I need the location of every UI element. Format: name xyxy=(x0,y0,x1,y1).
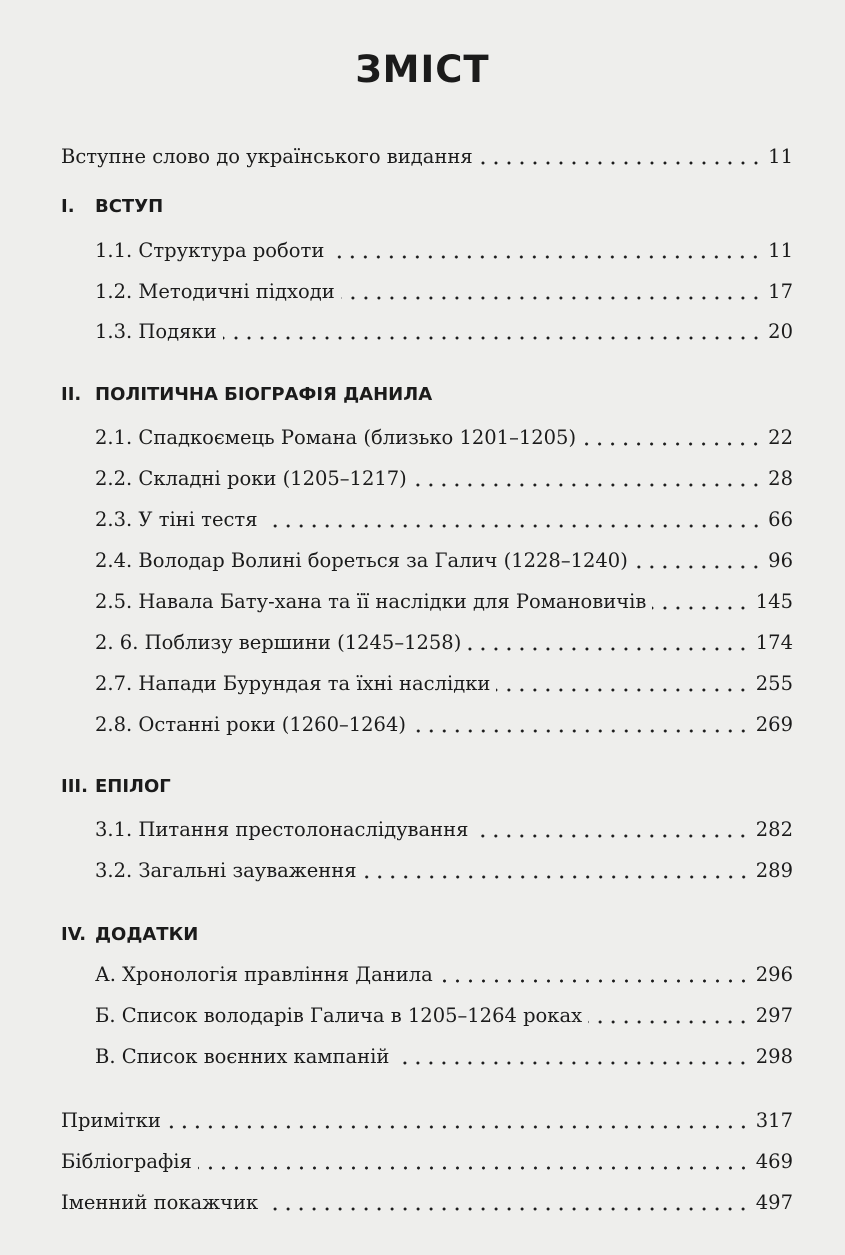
section-title: ДОДАТКИ xyxy=(95,924,199,945)
section-number: I. xyxy=(61,196,75,217)
toc-entry[interactable] xyxy=(0,423,845,453)
toc-entry-label: 2.2. Складні роки (1205–1217) xyxy=(95,467,407,490)
toc-entry-label: Бібліографія xyxy=(61,1150,192,1173)
leader-dots xyxy=(588,1018,750,1026)
leader-dots xyxy=(479,159,762,167)
toc-entry-page: 317 xyxy=(755,1109,793,1132)
toc-entry-label: 2.7. Напади Бурундая та їхні наслідки xyxy=(95,672,491,695)
section-title: ВСТУП xyxy=(95,196,164,217)
leader-dots xyxy=(264,522,763,530)
toc-entry-label: 1.1. Структура роботи xyxy=(95,239,325,262)
toc-entry[interactable] xyxy=(0,1001,845,1031)
leader-dots xyxy=(412,727,750,735)
toc-entry-page: 145 xyxy=(755,590,793,613)
section-number: III. xyxy=(61,776,88,797)
toc-entry-label: 2.1. Спадкоємець Романа (близько 1201–1205) xyxy=(95,426,577,449)
section-heading-3[interactable] xyxy=(61,772,171,802)
toc-entry-page: 469 xyxy=(755,1150,793,1173)
toc-entry-label: Примітки xyxy=(61,1109,161,1132)
leader-dots xyxy=(439,977,750,985)
toc-entry-label: 1.2. Методичні підходи xyxy=(95,280,335,303)
toc-entry-page: 17 xyxy=(768,280,793,303)
leader-dots xyxy=(496,686,749,694)
toc-entry[interactable] xyxy=(0,669,845,699)
toc-entry[interactable] xyxy=(0,587,845,617)
leader-dots xyxy=(652,604,749,612)
toc-entry-label: В. Список воєнних кампаній xyxy=(95,1045,390,1068)
toc-entry-intro[interactable] xyxy=(0,142,845,172)
section-number: II. xyxy=(61,384,82,405)
leader-dots xyxy=(330,253,762,261)
toc-entry-label: Б. Список володарів Галича в 1205–1264 роках xyxy=(95,1004,583,1027)
leader-dots xyxy=(341,294,762,302)
toc-entry[interactable] xyxy=(0,710,845,740)
section-heading-2[interactable] xyxy=(61,380,432,410)
toc-entry[interactable] xyxy=(0,815,845,845)
toc-entry-label: 2.4. Володар Волині бореться за Галич (1228–1240) xyxy=(95,549,628,572)
toc-entry-page: 66 xyxy=(768,508,793,531)
toc-entry[interactable] xyxy=(0,628,845,658)
leader-dots xyxy=(363,873,750,881)
toc-entry-page: 11 xyxy=(768,145,793,168)
toc-entry-label: 2.5. Навала Бату-хана та її наслідки для Романовичів xyxy=(95,590,647,613)
toc-entry-page: 298 xyxy=(755,1045,793,1068)
toc-entry[interactable] xyxy=(0,960,845,990)
toc-entry-page: 269 xyxy=(755,713,793,736)
toc-entry-page: 28 xyxy=(768,467,793,490)
toc-entry-page: 20 xyxy=(768,320,793,343)
toc-entry-label: А. Хронологія правління Данила xyxy=(95,963,433,986)
toc-entry-page: 296 xyxy=(755,963,793,986)
leader-dots xyxy=(395,1059,749,1067)
toc-entry-page: 22 xyxy=(768,426,793,449)
toc-entry-page: 297 xyxy=(755,1004,793,1027)
leader-dots xyxy=(413,481,762,489)
toc-entry[interactable] xyxy=(0,1042,845,1072)
toc-entry-page: 497 xyxy=(755,1191,793,1214)
toc-entry-index[interactable] xyxy=(0,1188,845,1218)
toc-entry-notes[interactable] xyxy=(0,1106,845,1136)
toc-entry[interactable] xyxy=(0,505,845,535)
leader-dots xyxy=(634,563,762,571)
toc-entry[interactable] xyxy=(0,317,845,347)
leader-dots xyxy=(198,1164,750,1172)
toc-entry-page: 11 xyxy=(768,239,793,262)
toc-entry-label: 3.2. Загальні зауваження xyxy=(95,859,357,882)
leader-dots xyxy=(474,832,749,840)
toc-entry-bibliography[interactable] xyxy=(0,1147,845,1177)
toc-entry-label: 2.8. Останні роки (1260–1264) xyxy=(95,713,406,736)
toc-entry-label: 2.3. У тіні тестя xyxy=(95,508,258,531)
toc-entry-page: 174 xyxy=(755,631,793,654)
toc-entry-label: 3.1. Питання престолонаслідування xyxy=(95,818,469,841)
leader-dots xyxy=(264,1205,750,1213)
toc-entry-label: Іменний покажчик xyxy=(61,1191,259,1214)
toc-entry[interactable] xyxy=(0,856,845,886)
section-title: ПОЛІТИЧНА БІОГРАФІЯ ДАНИЛА xyxy=(95,384,433,405)
section-heading-1[interactable] xyxy=(61,192,163,222)
toc-entry-page: 96 xyxy=(768,549,793,572)
toc-entry-label: Вступне слово до українського видання xyxy=(61,145,473,168)
toc-entry-page: 282 xyxy=(755,818,793,841)
section-title: ЕПІЛОГ xyxy=(95,776,171,797)
leader-dots xyxy=(167,1123,750,1131)
leader-dots xyxy=(467,645,749,653)
section-number: IV. xyxy=(61,924,87,945)
page-title: ЗМІСТ xyxy=(355,48,490,91)
toc-entry[interactable] xyxy=(0,464,845,494)
toc-entry[interactable] xyxy=(0,277,845,307)
toc-entry-page: 289 xyxy=(755,859,793,882)
leader-dots xyxy=(223,334,763,342)
toc-entry-label: 2. 6. Поблизу вершини (1245–1258) xyxy=(95,631,462,654)
toc-entry-page: 255 xyxy=(755,672,793,695)
leader-dots xyxy=(582,440,762,448)
toc-entry[interactable] xyxy=(0,546,845,576)
toc-entry[interactable] xyxy=(0,236,845,266)
section-heading-4[interactable] xyxy=(61,920,198,950)
toc-entry-label: 1.3. Подяки xyxy=(95,320,217,343)
